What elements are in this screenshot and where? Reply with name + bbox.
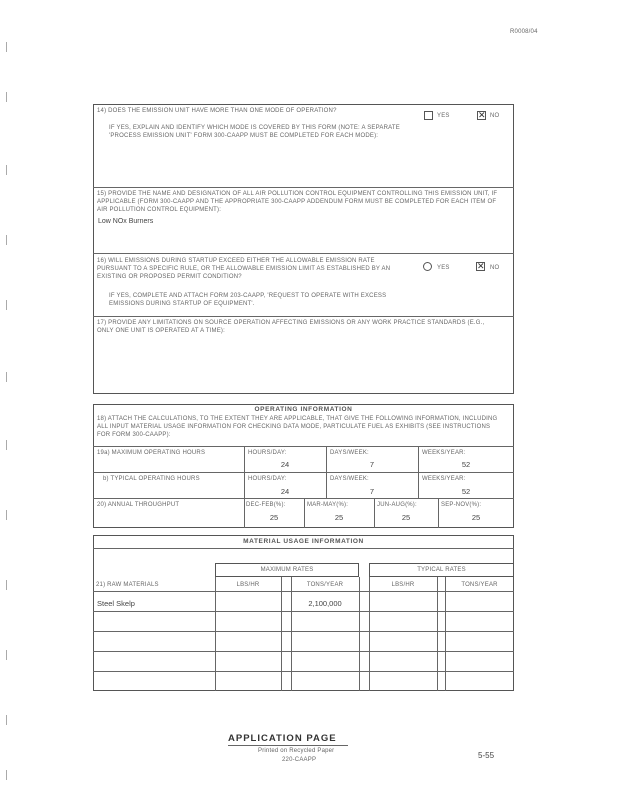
check-mark-icon: ✕	[477, 261, 485, 271]
check-mark-icon: ✕	[478, 110, 486, 120]
dec-feb-label: DEC-FEB(%):	[246, 502, 286, 508]
typ-weeks-year-value[interactable]: 52	[461, 487, 471, 496]
max-weeks-year-label: WEEKS/YEAR:	[422, 450, 466, 456]
margin-mark	[6, 650, 7, 660]
typical-hours-label: b) TYPICAL OPERATING HOURS	[103, 476, 200, 482]
max-days-week-value[interactable]: 7	[369, 460, 375, 469]
divider	[445, 577, 446, 691]
divider	[281, 577, 282, 691]
divider	[93, 631, 514, 632]
max-rates-label: MAXIMUM RATES	[260, 567, 314, 573]
footer-title: APPLICATION PAGE	[228, 733, 337, 744]
q18-instructions: 18) ATTACH THE CALCULATIONS, TO THE EXTENT THEY ARE APPLICABLE, THAT GIVE THE FOLLOWING INFORMATION, INCLUDING ALL INPUT MATERIAL USAGE INFORMATION FOR CHECKING DATA MODE, PARTICULATE FUEL AS EXHIBITS (SEE INSTRUCTIONS FOR FORM 300-CAAPP):	[97, 416, 498, 438]
emission-unit-questions-box	[93, 104, 514, 394]
q16-yes-radio[interactable]	[423, 262, 432, 271]
divider	[93, 611, 514, 612]
divider	[93, 671, 514, 672]
divider	[93, 591, 514, 592]
divider	[93, 548, 514, 549]
divider	[93, 253, 514, 254]
q15-question: 15) PROVIDE THE NAME AND DESIGNATION OF ALL AIR POLLUTION CONTROL EQUIPMENT CONTROLLING THIS EMISSION UNIT, IF APPLICABLE (FORM 300-CAAPP AND THE APPROPRIATE 300-CAAPP ADDENDUM FORM MUST BE COMPLETED FOR EACH ITEM OF AIR POLLUTION CONTROL EQUIPMENT):	[97, 191, 498, 213]
margin-mark	[6, 580, 7, 590]
q14-question: 14) DOES THE EMISSION UNIT HAVE MORE THAN ONE MODE OF OPERATION?	[97, 108, 337, 114]
divider	[291, 577, 292, 691]
max-tonsyr-label: TONS/YEAR	[306, 582, 344, 588]
annual-throughput-label: 20) ANNUAL THROUGHPUT	[97, 502, 180, 508]
divider	[359, 577, 360, 691]
q14-no-checkbox[interactable]	[477, 111, 486, 120]
max-days-week-label: DAYS/WEEK:	[330, 450, 369, 456]
q15-answer[interactable]: Low NOx Burners	[98, 218, 154, 225]
margin-mark	[6, 165, 7, 175]
max-lbhr-label: LBS/HR	[236, 582, 260, 588]
q14-note: IF YES, EXPLAIN AND IDENTIFY WHICH MODE IS COVERED BY THIS FORM (NOTE: A SEPARATE 'PROCESS EMISSION UNIT' FORM 300-CAAPP MUST BE COMPLETED FOR EACH MODE):	[109, 125, 400, 139]
margin-mark	[6, 235, 7, 245]
sep-nov-label: SEP-NOV(%):	[441, 502, 482, 508]
dec-feb-value[interactable]: 25	[269, 513, 279, 522]
footer-subtitle: Printed on Recycled Paper	[258, 748, 335, 754]
margin-mark	[6, 42, 7, 52]
q14-yes-checkbox[interactable]	[424, 111, 433, 120]
divider	[93, 651, 514, 652]
divider	[437, 577, 438, 691]
margin-mark	[6, 372, 7, 382]
margin-mark	[6, 92, 7, 102]
margin-mark	[6, 715, 7, 725]
margin-mark	[6, 770, 7, 780]
q16-no-checkbox[interactable]	[476, 262, 485, 271]
q14-no-label: NO	[490, 113, 500, 119]
material-usage-title: MATERIAL USAGE INFORMATION	[243, 538, 364, 545]
typ-days-week-value[interactable]: 7	[369, 487, 375, 496]
typ-weeks-year-label: WEEKS/YEAR:	[422, 476, 466, 482]
page-number: 5-55	[478, 751, 495, 760]
raw-materials-label: 21) RAW MATERIALS	[96, 582, 159, 588]
jun-aug-value[interactable]: 25	[401, 513, 411, 522]
divider	[93, 472, 514, 473]
q16-note: IF YES, COMPLETE AND ATTACH FORM 203-CAAPP, 'REQUEST TO OPERATE WITH EXCESS EMISSIONS DURING STARTUP OF EQUIPMENT'.	[109, 293, 387, 307]
q17-question: 17) PROVIDE ANY LIMITATIONS ON SOURCE OPERATION AFFECTING EMISSIONS OR ANY WORK PRACTICE STANDARDS (E.G., ONLY ONE UNIT IS OPERATED AT A TIME):	[97, 320, 485, 334]
raw-material-name[interactable]: Steel Skelp	[97, 599, 135, 608]
typ-hours-day-label: HOURS/DAY:	[248, 476, 287, 482]
max-hours-day-label: HOURS/DAY:	[248, 450, 287, 456]
divider	[369, 577, 370, 691]
margin-mark	[6, 300, 7, 310]
operating-info-title: OPERATING INFORMATION	[254, 406, 353, 413]
page-code: R0008/04	[510, 29, 538, 35]
margin-mark	[6, 440, 7, 450]
typ-hours-day-value[interactable]: 24	[280, 487, 290, 496]
typ-tonsyr-label: TONS/YEAR	[461, 582, 498, 588]
divider	[228, 745, 348, 746]
typ-lbhr-label: LBS/HR	[391, 582, 415, 588]
max-tonsyr-value[interactable]: 2,100,000	[308, 599, 342, 608]
divider	[93, 187, 514, 188]
divider	[215, 577, 216, 691]
max-hours-label: 19a) MAXIMUM OPERATING HOURS	[97, 450, 206, 456]
typ-days-week-label: DAYS/WEEK:	[330, 476, 369, 482]
divider	[93, 446, 514, 447]
q16-question: 16) WILL EMISSIONS DURING STARTUP EXCEED EITHER THE ALLOWABLE EMISSION RATE PURSUANT TO A SPECIFIC RULE, OR THE ALLOWABLE EMISSION LIMIT AS ESTABLISHED BY AN EXISTING OR PROPOSED PERMIT CONDITION?	[97, 258, 391, 280]
q16-no-label: NO	[490, 265, 500, 271]
mar-may-value[interactable]: 25	[334, 513, 344, 522]
sep-nov-value[interactable]: 25	[471, 513, 481, 522]
footer-form-number: 220-CAAPP	[282, 757, 317, 763]
q14-yes-label: YES	[437, 113, 450, 119]
typical-rates-label: TYPICAL RATES	[417, 567, 466, 573]
divider	[93, 316, 514, 317]
material-usage-box	[93, 535, 514, 691]
max-weeks-year-value[interactable]: 52	[461, 460, 471, 469]
q16-yes-label: YES	[437, 265, 450, 271]
max-hours-day-value[interactable]: 24	[280, 460, 290, 469]
jun-aug-label: JUN-AUG(%):	[377, 502, 417, 508]
mar-may-label: MAR-MAY(%):	[307, 502, 349, 508]
margin-mark	[6, 510, 7, 520]
